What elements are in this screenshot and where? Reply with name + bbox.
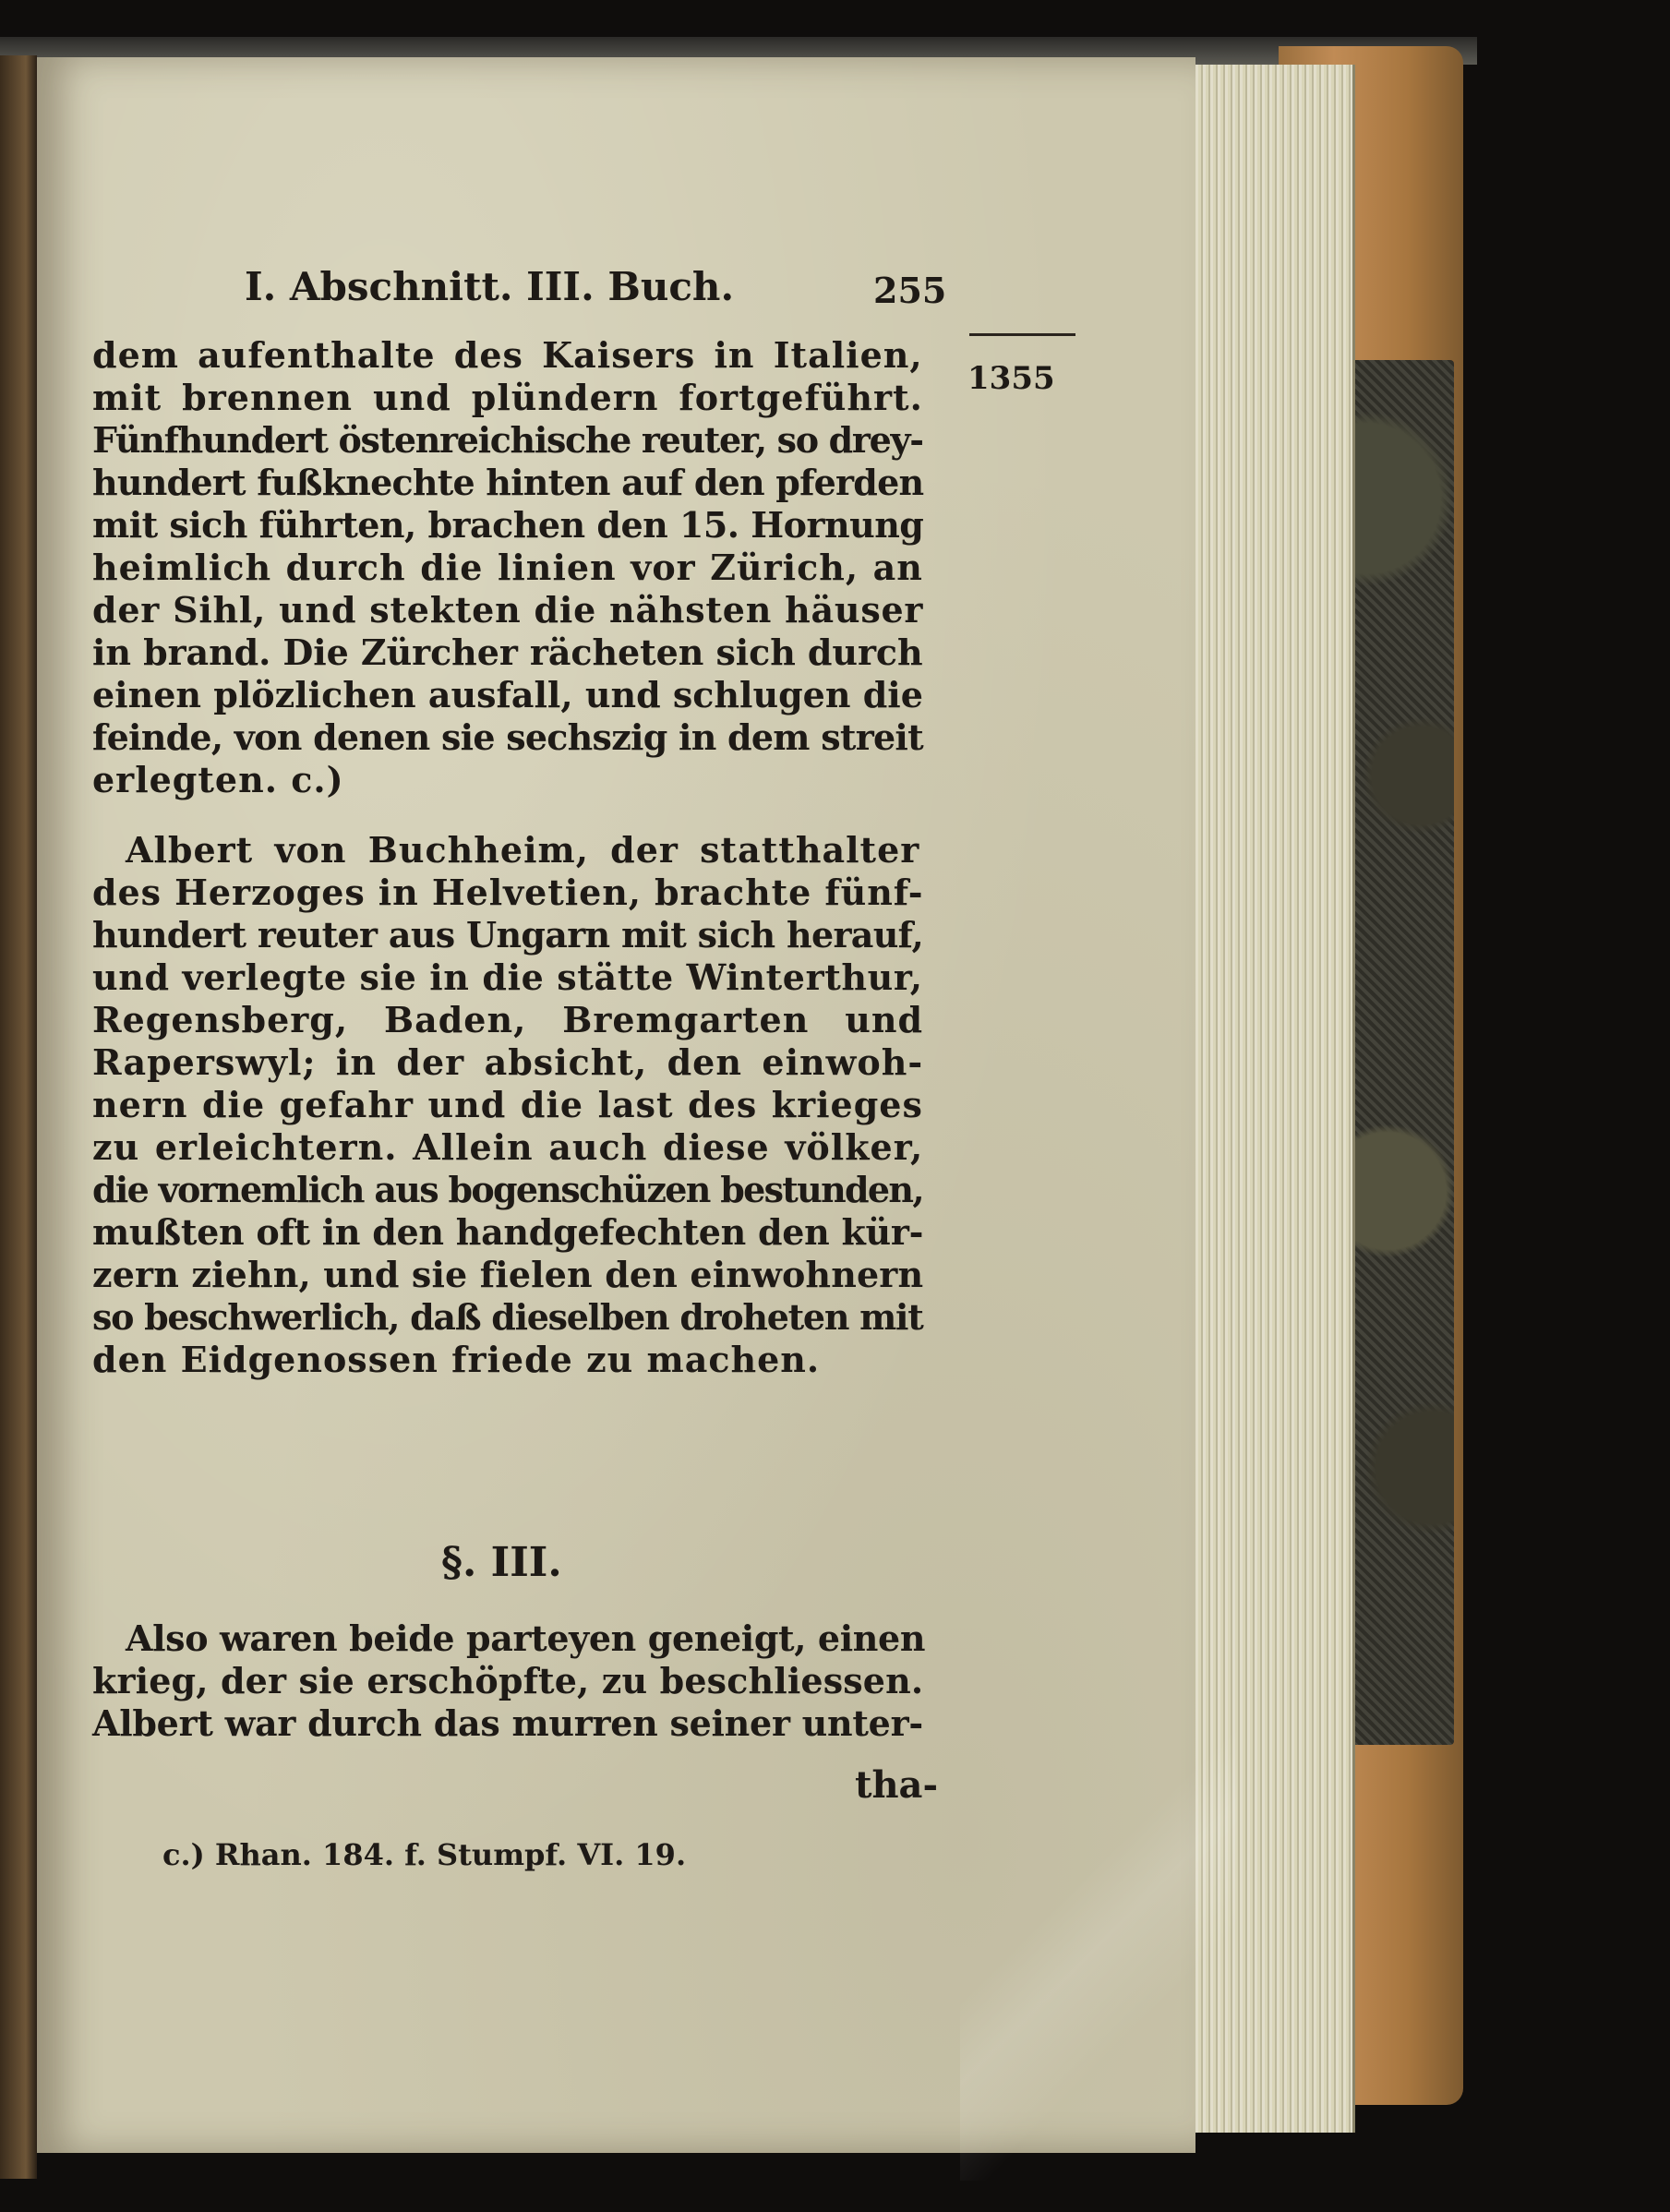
margin-year: 1355 bbox=[967, 360, 1055, 397]
left-page-edge bbox=[0, 55, 37, 2179]
text-line: hundert reuter aus Ungarn mit sich herauf, bbox=[92, 914, 924, 956]
text-line: krieg, der sie erschöpfte, zu beschliessen. bbox=[92, 1660, 924, 1701]
text-line: feinde, von denen sie sechszig in dem streit bbox=[92, 716, 923, 758]
text-line: des Herzoges in Helvetien, brachte fünf- bbox=[92, 872, 924, 913]
text-line: und verlegte sie in die stätte Winterthur, bbox=[92, 956, 923, 998]
text-line: Albert war durch das murren seiner unter- bbox=[92, 1702, 923, 1744]
text-line: Fünfhundert östenreichische reuter, so drey- bbox=[92, 419, 923, 461]
margin-rule bbox=[969, 333, 1075, 336]
text-line: so beschwerlich, daß dieselben droheten mit bbox=[92, 1296, 923, 1338]
text-line: heimlich durch die linien vor Zürich, an bbox=[92, 547, 923, 588]
text-line: Raperswyl; in der absicht, den einwoh- bbox=[92, 1041, 924, 1083]
text-line: mit sich führten, brachen den 15. Hornung bbox=[92, 504, 924, 546]
page-fold-highlight bbox=[960, 1627, 1237, 2181]
text-line: mit brennen und plündern fortgeführt. bbox=[92, 377, 923, 418]
section-heading: §. III. bbox=[441, 1539, 562, 1586]
text-line: Also waren beide parteyen geneigt, einen bbox=[126, 1617, 926, 1659]
text-line: in brand. Die Zürcher rächeten sich durch bbox=[92, 631, 923, 673]
text-line: einen plözlichen ausfall, und schlugen die bbox=[92, 674, 923, 715]
text-line: zu erleichtern. Allein auch diese völker, bbox=[92, 1126, 924, 1168]
text-line: nern die gefahr und die last des krieges bbox=[92, 1084, 923, 1125]
text-line: Albert von Buchheim, der statthalter bbox=[126, 829, 920, 871]
text-line: zern ziehn, und sie fielen den einwohnern bbox=[92, 1254, 924, 1295]
text-line: hundert fußknechte hinten auf den pferden bbox=[92, 462, 924, 503]
footnote: c.) Rhan. 184. f. Stumpf. VI. 19. bbox=[162, 1837, 687, 1872]
text-line: die vornemlich aus bogenschüzen bestunden, bbox=[92, 1169, 923, 1210]
text-line: dem aufenthalte des Kaisers in Italien, bbox=[92, 334, 923, 376]
text-line: den Eidgenossen friede zu machen. bbox=[92, 1339, 821, 1380]
text-line: mußten oft in den handgefechten den kür- bbox=[92, 1211, 924, 1253]
running-title: I. Abschnitt. III. Buch. bbox=[245, 264, 735, 309]
text-line: der Sihl, und stekten die nähsten häuser bbox=[92, 589, 924, 631]
catchword: tha- bbox=[855, 1763, 939, 1807]
marbled-cover-panel bbox=[1343, 360, 1454, 1745]
page-number: 255 bbox=[873, 270, 947, 311]
text-line: Regensberg, Baden, Bremgarten und bbox=[92, 999, 924, 1040]
text-line: erlegten. c.) bbox=[92, 759, 344, 800]
book-page bbox=[37, 57, 1195, 2153]
